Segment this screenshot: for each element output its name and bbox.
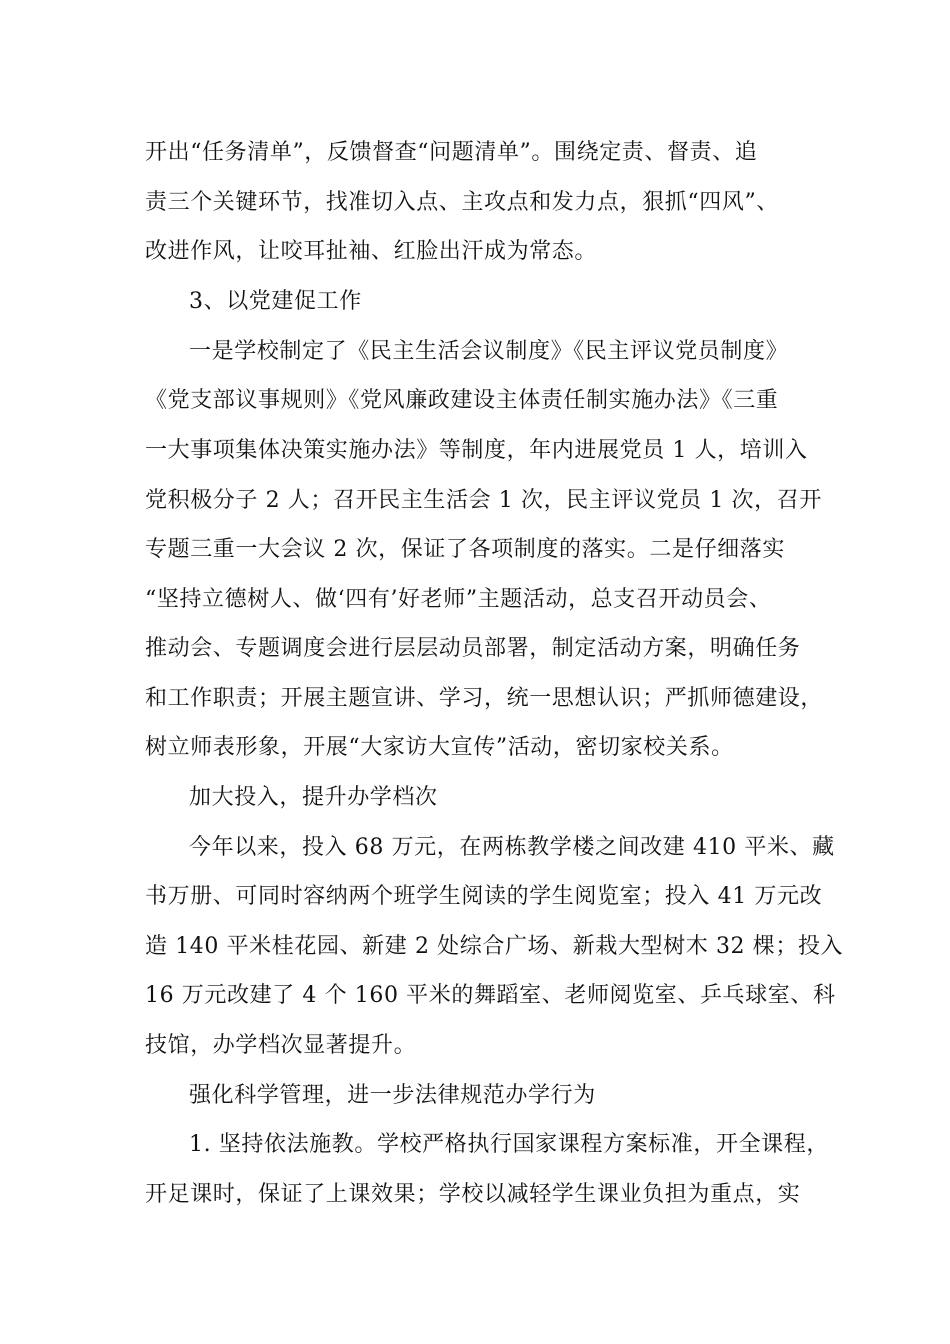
text-line: 开足课时，保证了上课效果；学校以减轻学生课业负担为重点，实 [145,1182,801,1207]
section-heading: 强化科学管理，进一步法律规范办学行为 [189,1083,596,1108]
text-line: 专题三重一大会议 2 次，保证了各项制度的落实。二是仔细落实 [145,537,785,562]
text-line: 责三个关键环节，找准切入点、主攻点和发力点，狠抓“四风”、 [145,190,779,215]
section-heading: 3、以党建促工作 [189,289,362,314]
text-line: 开出“任务清单”，反馈督查“问题清单”。围绕定责、督责、追 [145,140,758,165]
text-line: 一大事项集体决策实施办法》等制度，年内进展党员 1 人，培训入 [145,438,808,463]
section-heading: 加大投入，提升办学档次 [189,785,438,810]
text-line: 和工作职责；开展主题宣讲、学习，统一思想认识；严抓师德建设， [145,686,824,711]
text-line: 推动会、专题调度会进行层层动员部署，制定活动方案，明确任务 [145,636,801,661]
text-line: 树立师表形象，开展“大家访大宣传”活动，密切家校关系。 [145,735,734,760]
text-line: 1. 坚持依法施教。学校严格执行国家课程方案标准，开全课程， [189,1132,829,1157]
text-line: “坚持立德树人、做‘四有’好老师”主题活动，总支召开动员会、 [145,587,772,612]
text-line: 一是学校制定了《民主生活会议制度》《民主评议党员制度》 [189,339,789,364]
text-line: 今年以来，投入 68 万元，在两栋教学楼之间改建 410 平米、藏 [189,835,835,860]
text-line: 改进作风，让咬耳扯袖、红脸出汗成为常态。 [145,239,598,264]
text-line: 《党支部议事规则》《党风廉政建设主体责任制实施办法》《三重 [145,388,779,413]
text-line: 书万册、可同时容纳两个班学生阅读的学生阅览室；投入 41 万元改 [145,884,823,909]
text-line: 党积极分子 2 人；召开民主生活会 1 次，民主评议党员 1 次，召开 [145,488,822,513]
text-line: 技馆，办学档次显著提升。 [145,1033,417,1058]
text-line: 16 万元改建了 4 个 160 平米的舞蹈室、老师阅览室、乒乓球室、科 [145,983,836,1008]
text-line: 造 140 平米桂花园、新建 2 处综合广场、新栽大型树木 32 棵；投入 [145,934,844,959]
